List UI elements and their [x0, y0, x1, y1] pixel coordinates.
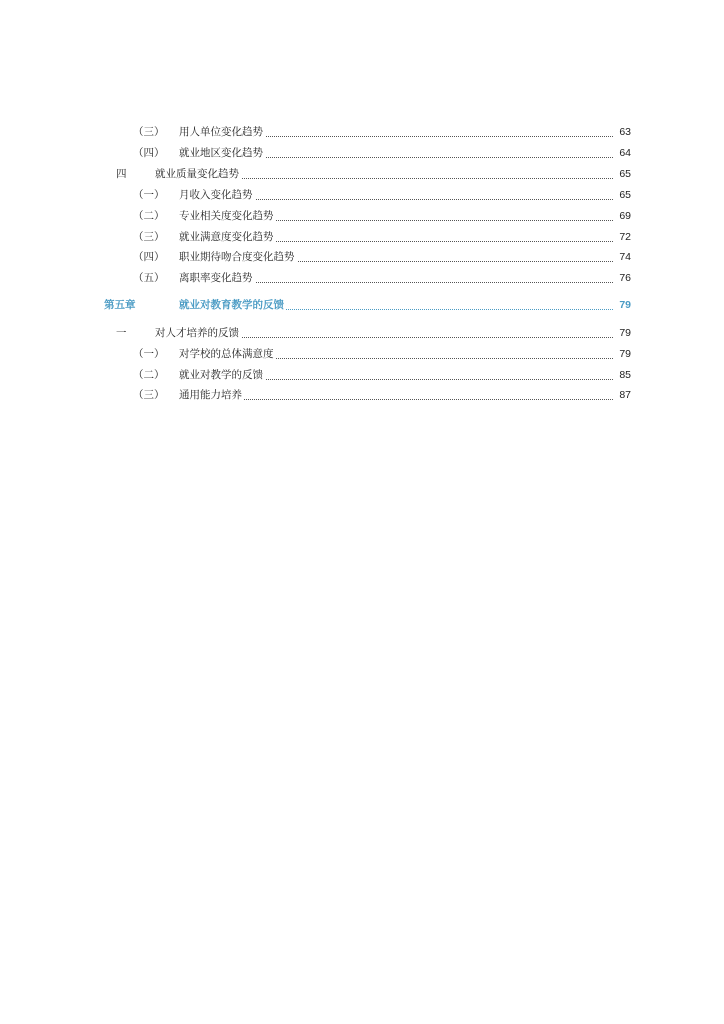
toc-entry-number: 四 [116, 168, 127, 180]
toc-entry-title: 离职率变化趋势 [179, 272, 253, 284]
toc-entry-page: 79 [619, 327, 631, 339]
toc-chapter-number: 第五章 [104, 299, 136, 311]
toc-entry[interactable] [133, 145, 631, 161]
toc-entry-page: 85 [619, 369, 631, 381]
toc-entry-title: 月收入变化趋势 [179, 189, 253, 201]
toc-entry-page: 65 [619, 189, 631, 201]
toc-entry-page: 69 [619, 210, 631, 222]
toc-entry-page: 63 [619, 126, 631, 138]
toc-entry[interactable] [116, 166, 631, 182]
toc-entry-title: 职业期待吻合度变化趋势 [179, 251, 295, 263]
toc-entry[interactable] [133, 124, 631, 140]
toc-entry-title: 用人单位变化趋势 [179, 126, 263, 138]
toc-entry-page: 65 [619, 168, 631, 180]
toc-entry[interactable] [133, 270, 631, 286]
toc-entry-title: 就业地区变化趋势 [179, 147, 263, 159]
toc-chapter-title: 就业对教育教学的反馈 [179, 299, 284, 311]
toc-entry-number: （四） [133, 251, 165, 263]
toc-entry-title: 对人才培养的反馈 [155, 327, 239, 339]
toc-entry[interactable] [133, 187, 631, 203]
toc-entry[interactable] [133, 346, 631, 362]
toc-entry-number: （五） [133, 272, 165, 284]
toc-entry-page: 87 [619, 389, 631, 401]
toc-entry-number: （二） [133, 210, 165, 222]
toc-entry-number: （一） [133, 348, 165, 360]
toc-entry-page: 74 [619, 251, 631, 263]
toc-entry-title: 就业满意度变化趋势 [179, 231, 274, 243]
toc-entry-page: 64 [619, 147, 631, 159]
toc-entry-title: 就业对教学的反馈 [179, 369, 263, 381]
toc-entry[interactable] [133, 367, 631, 383]
toc-chapter-page: 79 [619, 299, 631, 311]
toc-chapter-entry[interactable] [104, 297, 631, 313]
toc-entry[interactable] [116, 325, 631, 341]
toc-entry-page: 76 [619, 272, 631, 284]
toc-dot-leader [179, 399, 613, 400]
toc-entry-page: 79 [619, 348, 631, 360]
toc-entry-page: 72 [619, 231, 631, 243]
toc-entry-number: （三） [133, 231, 165, 243]
toc-entry-number: （二） [133, 369, 165, 381]
toc-entry-number: 一 [116, 327, 127, 339]
toc-entry-title: 通用能力培养 [179, 389, 242, 401]
toc-entry-number: （三） [133, 389, 165, 401]
toc-entry-number: （三） [133, 126, 165, 138]
toc-entry[interactable] [133, 387, 631, 403]
toc-entry-title: 就业质量变化趋势 [155, 168, 239, 180]
toc-entry[interactable] [133, 208, 631, 224]
toc-entry[interactable] [133, 229, 631, 245]
toc-entry-title: 对学校的总体满意度 [179, 348, 274, 360]
toc-entry-number: （四） [133, 147, 165, 159]
toc-entry[interactable] [133, 249, 631, 265]
toc-entry-title: 专业相关度变化趋势 [179, 210, 274, 222]
toc-entry-number: （一） [133, 189, 165, 201]
